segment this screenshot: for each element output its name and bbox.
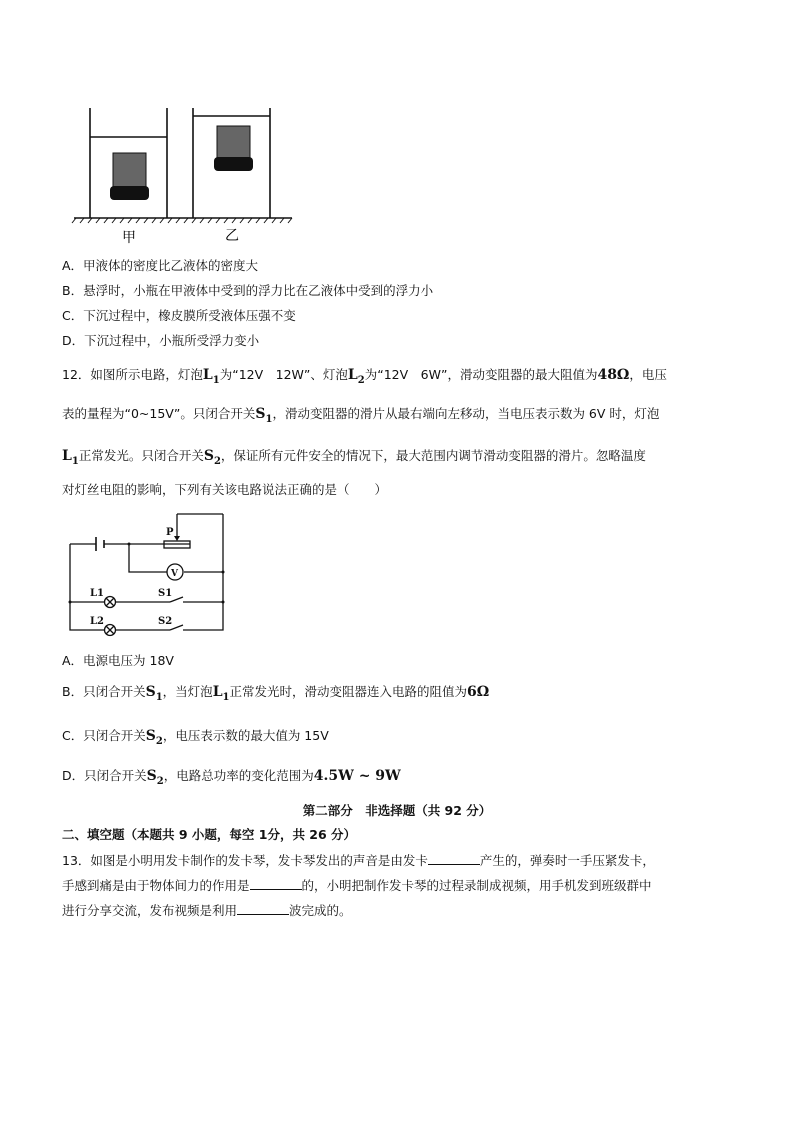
q13-line2 <box>62 877 652 894</box>
value: 6Ω <box>467 684 490 700</box>
q12-line2 <box>62 406 659 428</box>
q13-line1 <box>62 852 655 869</box>
q12-option-a: A．电源电压为 18V <box>62 653 174 668</box>
text: ，电压 <box>629 367 667 382</box>
option-d: D．下沉过程中，小瓶所受浮力变小 <box>62 333 260 348</box>
text: 为“12V 6W”，滑动变阻器的最大阻值为 <box>364 367 598 382</box>
text: 产生的，弹奏时一手压紧发卡， <box>479 853 655 868</box>
answer-blank <box>250 877 302 890</box>
s2-symbol: $S_2$ <box>203 448 221 467</box>
text: ，当灯泡 <box>162 684 213 699</box>
q12-option-d <box>62 768 401 790</box>
q12-option-b <box>62 684 489 706</box>
lamp-l1-label: L1 <box>90 588 104 599</box>
text: 正常发光。只闭合开关 <box>78 448 204 463</box>
part-title: 第二部分 非选择题（共 92 分） <box>302 803 492 818</box>
s1-symbol: $S_1$ <box>145 684 163 703</box>
lamp-l2-label: L2 <box>90 616 104 627</box>
value: 4.5W ~ 9W <box>313 768 401 784</box>
text: ，电路总功率的变化范围为 <box>163 768 314 783</box>
q12-line1 <box>62 367 667 389</box>
text: 波完成的。 <box>289 903 352 918</box>
text: D．只闭合开关 <box>62 768 147 783</box>
l1-symbol: $L_1$ <box>202 367 220 386</box>
option-b: B．悬浮时，小瓶在甲液体中受到的浮力比在乙液体中受到的浮力小 <box>62 283 434 298</box>
q12-line3 <box>62 448 646 470</box>
s1-symbol: $S_1$ <box>255 406 273 425</box>
switch-s1-label: S1 <box>158 588 173 599</box>
s2-symbol: $S_2$ <box>146 768 164 787</box>
q12-option-c <box>62 728 329 750</box>
answer-blank <box>428 852 480 865</box>
floating-bottle-figure <box>60 90 310 250</box>
text: B．只闭合开关 <box>62 684 146 699</box>
text: 为“12V 12W”、灯泡 <box>219 367 348 382</box>
text: 12．如图所示电路，灯泡 <box>62 367 203 382</box>
text: 正常发光时，滑动变阻器连入电路的阻值为 <box>229 684 468 699</box>
text: ，保证所有元件安全的情况下，最大范围内调节滑动变阻器的滑片。忽略温度 <box>220 448 646 463</box>
q13-line3 <box>62 902 352 919</box>
label-jia: 甲 <box>122 230 136 246</box>
l1-symbol: $L_1$ <box>62 448 79 467</box>
l2-symbol: $L_2$ <box>347 367 365 386</box>
option-c: C．下沉过程中，橡皮膜所受液体压强不变 <box>62 308 296 323</box>
option-a: A．甲液体的密度比乙液体的密度大 <box>62 258 259 273</box>
l1-symbol: $L_1$ <box>212 684 230 703</box>
switch-s2-label: S2 <box>158 616 173 627</box>
slider-label: P <box>166 527 174 538</box>
answer-blank <box>237 902 289 915</box>
text: 表的量程为“0~15V”。只闭合开关 <box>62 406 256 421</box>
text: ，滑动变阻器的滑片从最右端向左移动，当电压表示数为 6V 时，灯泡 <box>272 406 660 421</box>
text: ，电压表示数的最大值为 15V <box>162 728 329 743</box>
s2-symbol: $S_2$ <box>145 728 163 747</box>
circuit-diagram <box>60 500 260 650</box>
text: 的，小明把制作发卡琴的过程录制成视频，用手机发到班级群中 <box>301 878 652 893</box>
label-yi: 乙 <box>225 228 239 244</box>
text: 进行分享交流，发布视频是利用 <box>62 903 238 918</box>
text: 手感到痛是由于物体间力的作用是 <box>62 878 250 893</box>
text: 13．如图是小明用发卡制作的发卡琴，发卡琴发出的声音是由发卡 <box>62 853 428 868</box>
text: C．只闭合开关 <box>62 728 146 743</box>
voltmeter-label: V <box>171 569 178 579</box>
max-resistance: 48Ω <box>597 367 630 383</box>
q12-line4: 对灯丝电阻的影响，下列有关该电路说法正确的是（ ） <box>62 482 388 497</box>
section-heading: 二、填空题（本题共 9 小题，每空 1分，共 26 分） <box>62 827 357 842</box>
